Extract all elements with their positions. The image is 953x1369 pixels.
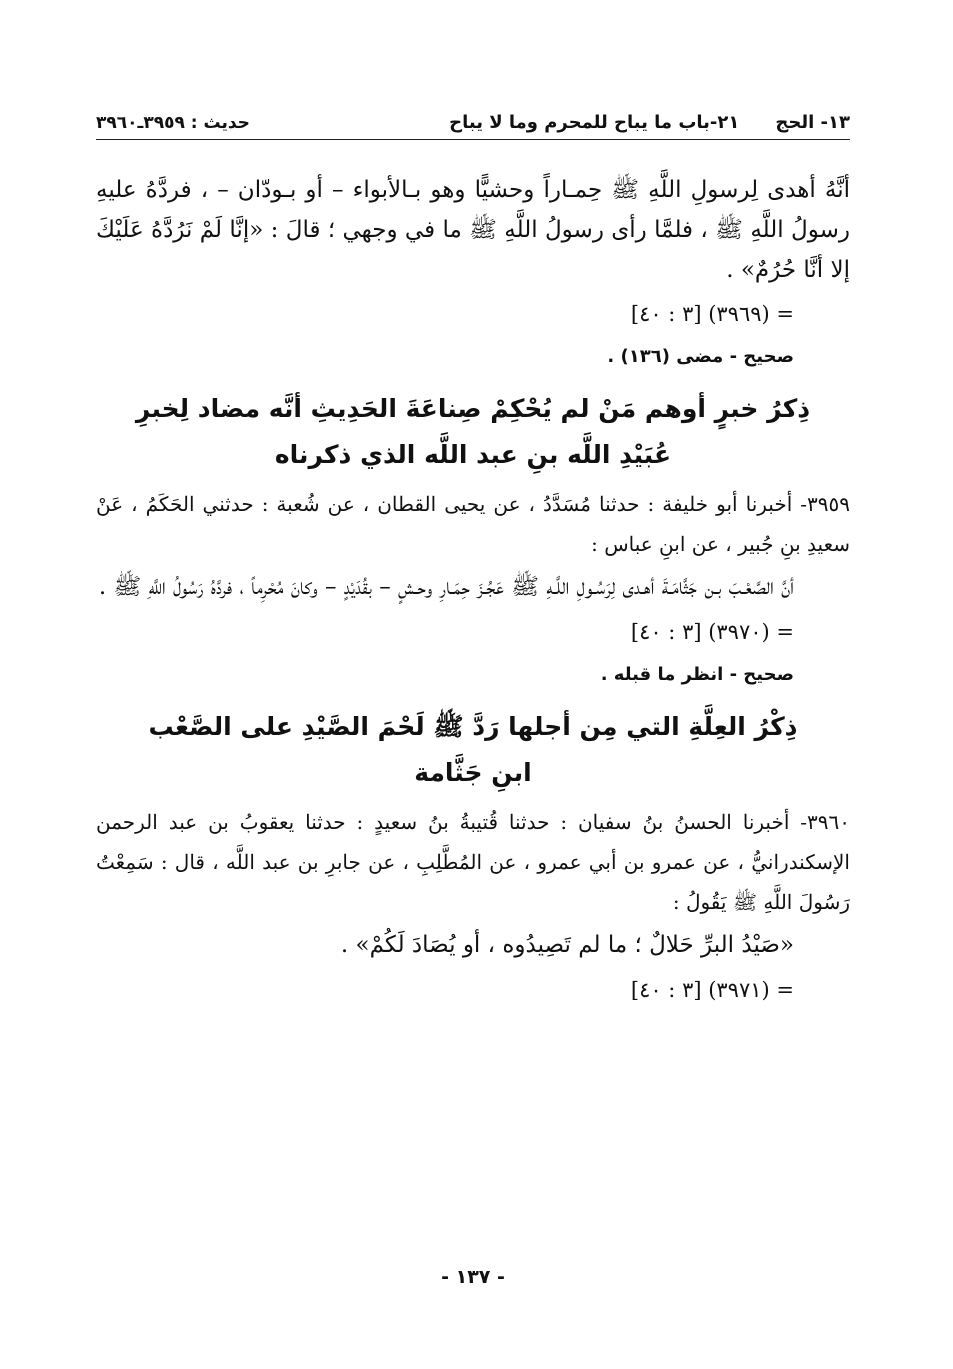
chapter-title: ١٣- الحج [775, 112, 850, 133]
cross-reference: = (٣٩٧٠) [٣ : ٤٠] [630, 620, 794, 644]
section-title-header: ٢١-باب ما يباح للمحرم وما لا يباح [449, 112, 740, 133]
page-number: - ١٣٧ - [441, 1266, 505, 1288]
cross-reference: = (٣٩٦٩) [٣ : ٤٠] [630, 302, 794, 326]
page-body [96, 170, 850, 1010]
running-header [96, 96, 850, 140]
continued-hadith-text: أنَّهُ أهدى لِرسولِ اللَّهِ ﷺ حِمـاراً وحشيًّا وهو بـالأبواء – أو بـودّان – ، فردَّهُ عليهِ رسولُ اللَّهِ ﷺ ، فلمَّا رأى رسولُ اللَّهِ ﷺ ما في وجهي ؛ قالَ : «إنَّا لَمْ نَرُدَّهُ عَلَيْكَ إلا أنَّا حُرُمٌ» . [96, 177, 850, 283]
header-titles [449, 112, 850, 133]
hadith-isnad: ٣٩٥٩- أخبرنا أبو خليفة : حدثنا مُسَدَّدُ ، عن يحيى القطان ، عن شُعبة : حدثني الحَكَمُ ، عَنْ سعيدِ بنِ جُبير ، عن ابنِ عباس : [96, 492, 850, 556]
hadith-matn: أنَّ الصَّعْـبَ بـن جَثَّامَـةَ أهـدى لِرَسُـولِ اللَّـهِ ﷺ عَجُـزَ حِمَـارِ وحـشٍ – بقُدَيْدٍ – وكانَ مُحْرِماً ، فردَّهُ رَسُولُ اللَّهِ ﷺ . [98, 574, 794, 600]
hadith-grade: صحيح - انظر ما قبله . [600, 664, 794, 685]
cross-reference: = (٣٩٧١) [٣ : ٤٠] [630, 978, 794, 1002]
hadith-grade: صحيح - مضى (١٣٦) . [607, 346, 794, 367]
chapter-heading: ذِكرُ خبرٍ أوهم مَنْ لم يُحْكِمْ صِناعَةَ الحَدِيثِ أنَّه مضاد لِخبرِ عُبَيْدِ اللَّه بنِ عبد اللَّه الذي ذكرناه [135, 394, 811, 469]
hadith-matn: «صَيْدُ البرِّ حَلالٌ ؛ ما لم تَصِيدُوه ، أو يُصَادَ لَكُمْ» . [340, 932, 794, 958]
hadith-isnad: ٣٩٦٠- أخبرنا الحسنُ بنُ سفيان : حدثنا قُتيبةُ بنُ سعيدٍ : حدثنا يعقوبُ بن عبد الرحمن الإسكندرانيُّ ، عن عمرو بن أبي عمرو ، عن المُطَّلِبِ ، عن جابرِ بن عبد اللَّه ، قال : سَمِعْتُ رَسُولَ اللَّهِ ﷺ يَقُولُ : [96, 810, 850, 914]
book-page [96, 96, 850, 1316]
chapter-heading: ذِكْرُ العِلَّةِ التي مِن أجلها رَدَّ ﷺ لَحْمَ الصَّيْدِ على الصَّعْب ابنِ جَثَّامة [148, 712, 798, 787]
hadith-range: حديث : ٣٩٥٩ـ٣٩٦٠ [96, 113, 250, 133]
